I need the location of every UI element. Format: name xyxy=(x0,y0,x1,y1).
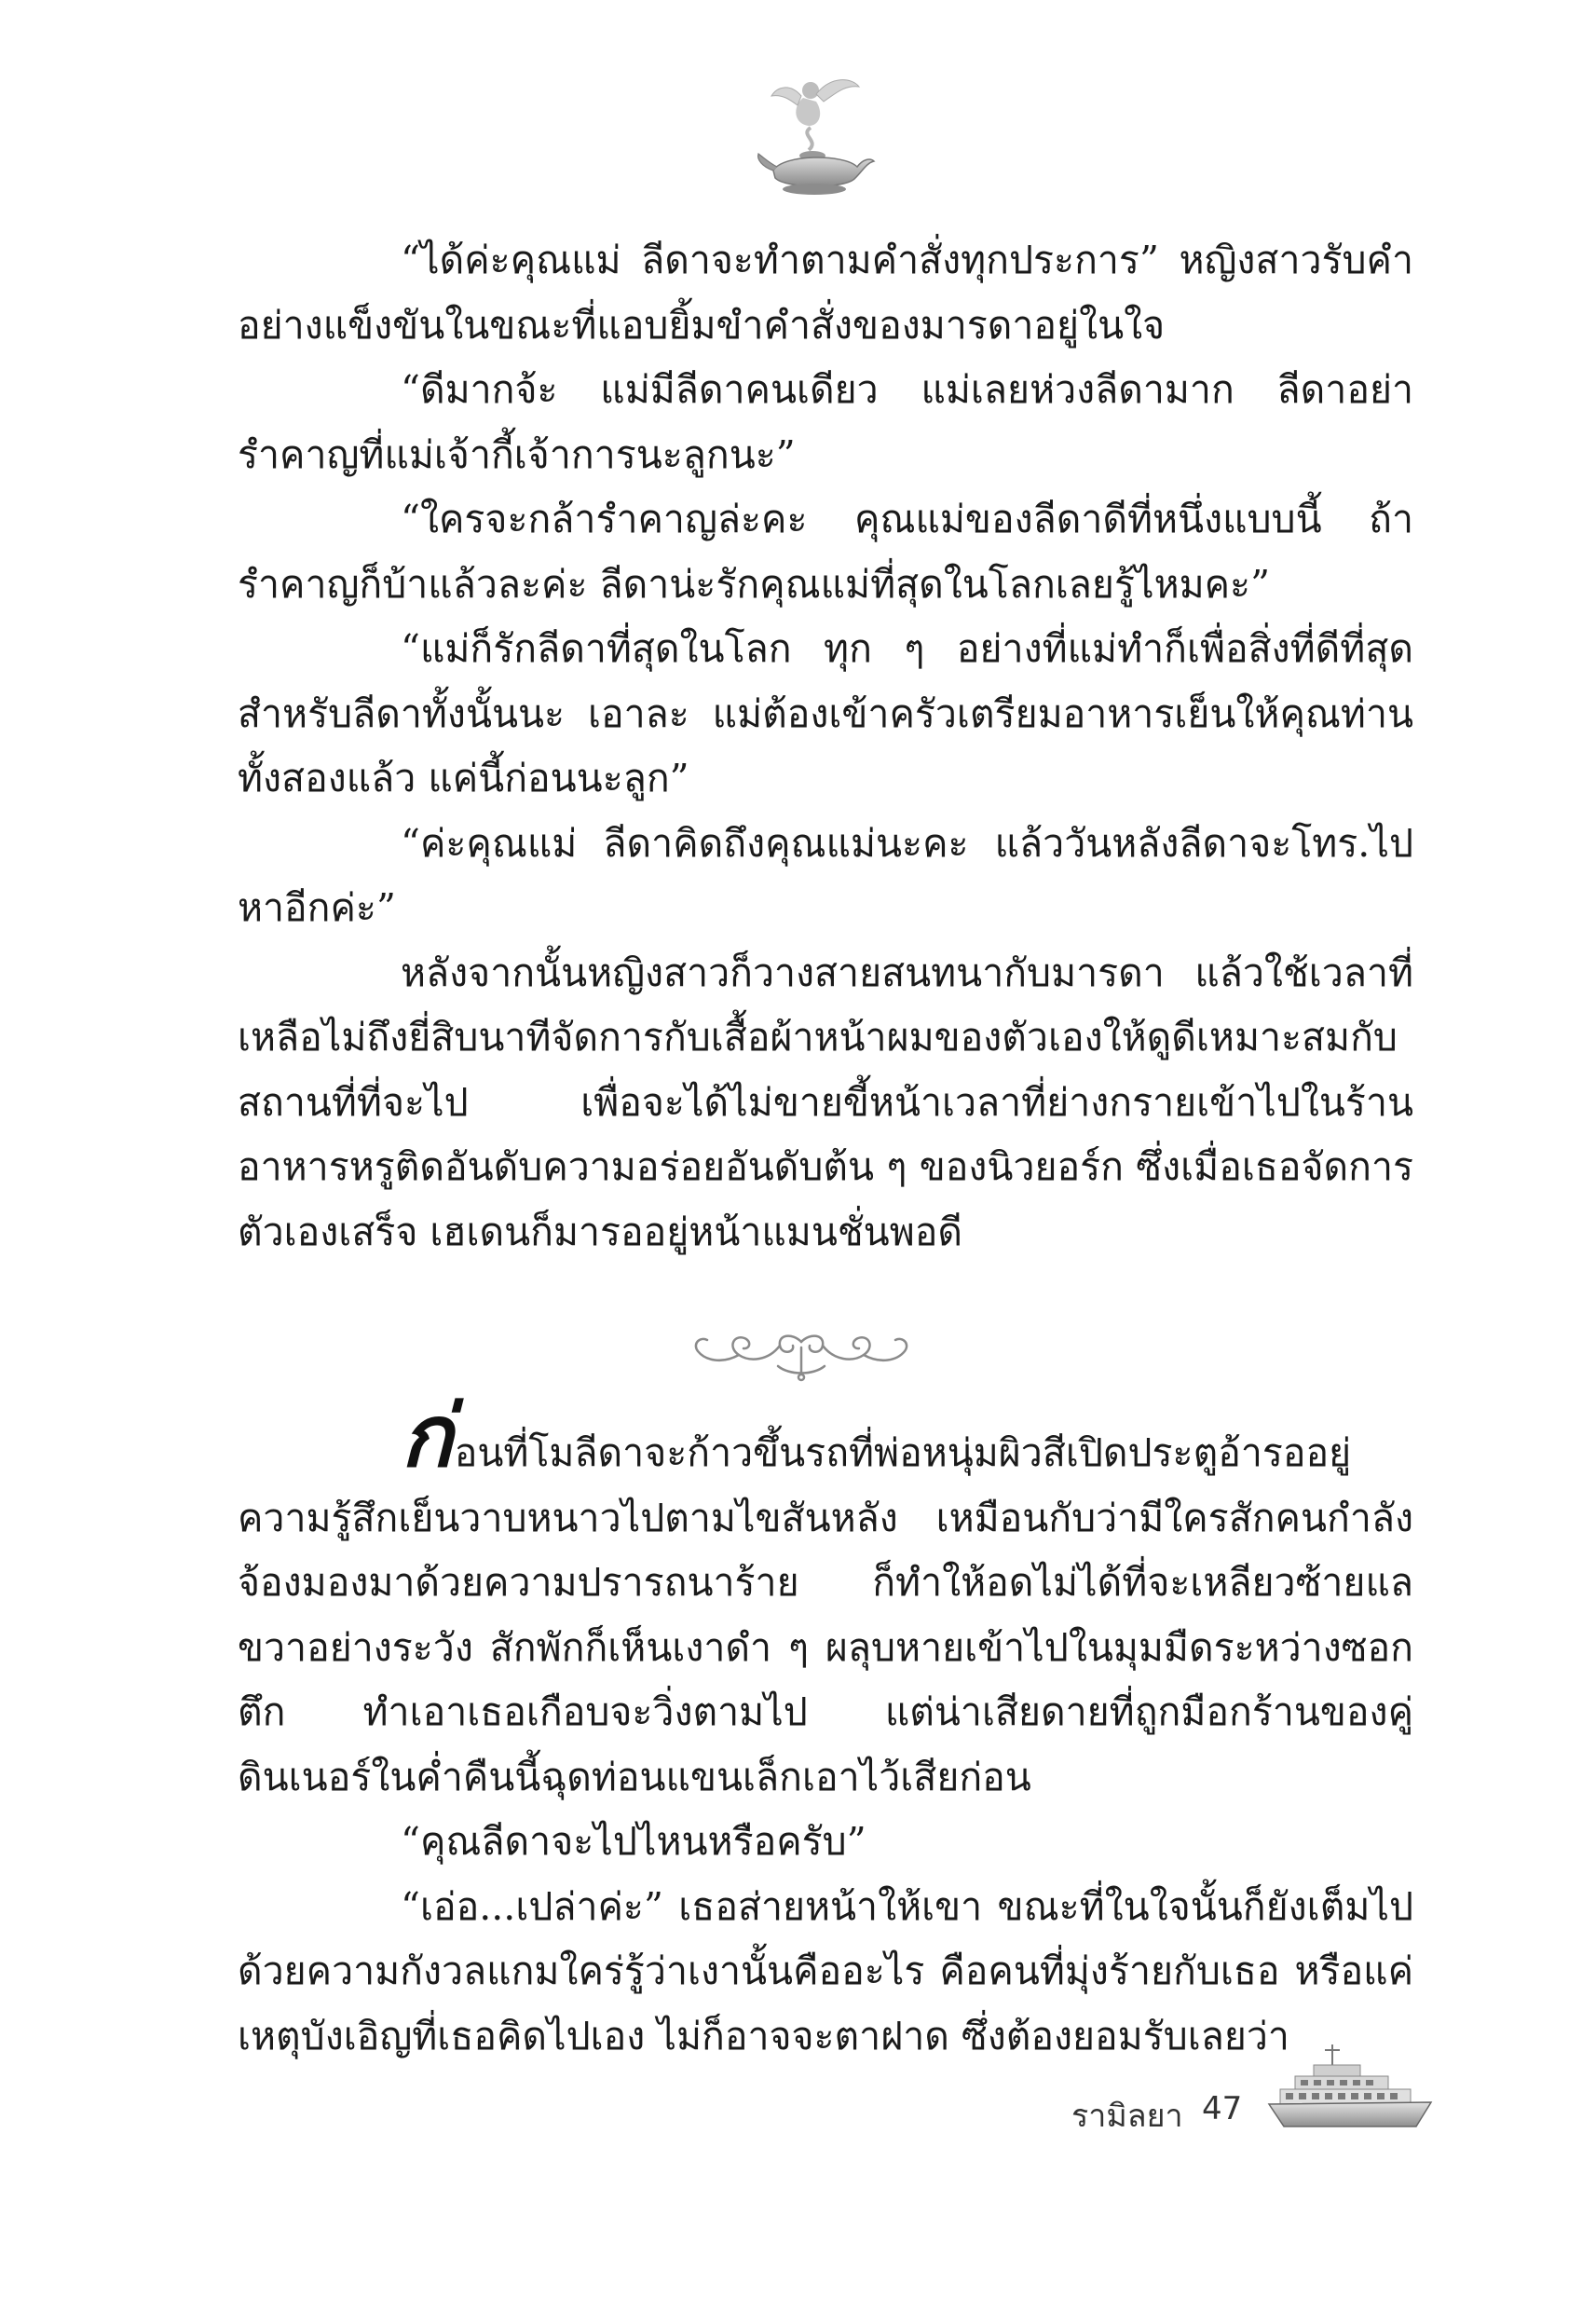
text-block-bottom xyxy=(238,1387,1413,2069)
dropcap-paragraph xyxy=(238,1387,1413,1810)
paragraph: “เอ่อ...เปล่าค่ะ” เธอส่ายหน้าให้เขา ขณะที่ในใจนั้นก็ยังเต็มไปด้วยความกังวลแกมใคร่รู้ว่าเงานั้นคืออะไร คือคนที่มุ่งร้ายกับเธอ หรือแค่เหตุบังเอิญที่เธอคิดไปเอง ไม่ก็อาจจะตาฝาด ซึ่งต้องยอมรับเลยว่า xyxy=(238,1883,1413,2058)
paragraph: “แม่ก็รักลีดาที่สุดในโลก ทุก ๆ อย่างที่แม่ทำก็เพื่อสิ่งที่ดีที่สุดสำหรับลีดาทั้งนั้นนะ เอาละ แม่ต้องเข้าครัวเตรียมอาหารเย็นให้คุณท่านทั้งสองแล้ว แค่นี้ก่อนนะลูก” xyxy=(238,626,1413,800)
dropcap-letter: ก่ xyxy=(401,1387,453,1486)
footer-page-number: 47 xyxy=(1202,2090,1243,2127)
text-block-top xyxy=(238,228,1413,1265)
paragraph: “ได้ค่ะคุณแม่ ลีดาจะทำตามคำสั่งทุกประการ” หญิงสาวรับคำอย่างแข็งขันในขณะที่แอบยิ้มขำคำสั่งของมารดาอยู่ในใจ xyxy=(238,238,1413,348)
paragraph: หลังจากนั้นหญิงสาวก็วางสายสนทนากับมารดา แล้วใช้เวลาที่เหลือไม่ถึงยี่สิบนาทีจัดการกับเสื้อผ้าหน้าผมของตัวเองให้ดูดีเหมาะสมกับสถานที่ที่จะไป เพื่อจะได้ไม่ขายขี้หน้าเวลาที่ย่างกรายเข้าไปในร้านอาหารหรูติดอันดับความอร่อยอันดับต้น ๆ ของนิวยอร์ก ซึ่งเมื่อเธอจัดการตัวเองเสร็จ เฮเดนก็มารออยู่หน้าแมนชั่นพอดี xyxy=(238,950,1413,1254)
ship-icon xyxy=(1267,2041,1435,2134)
paragraph: “คุณลีดาจะไปไหนหรือครับ” xyxy=(401,1819,866,1864)
footer-book-title: รามิลยา xyxy=(1071,2098,1183,2135)
dropcap-paragraph-text: อนที่โมลีดาจะก้าวขึ้นรถที่พ่อหนุ่มผิวสีเปิดประตูอ้ารออยู่ ความรู้สึกเย็นวาบหนาวไปตามไขสันหลัง เหมือนกับว่ามีใครสักคนกำลังจ้องมองมาด้วยความปรารถนาร้าย ก็ทำให้อดไม่ได้ที่จะเหลียวซ้ายแลขวาอย่างระวัง สักพักก็เห็นเงาดำ ๆ ผลุบหายเข้าไปในมุมมืดระหว่างซอกตึก ทำเอาเธอเกือบจะวิ่งตามไป แต่น่าเสียดายที่ถูกมือกร้านของคู่ดินเนอร์ในค่ำคืนนี้ฉุดท่อนแขนเล็กเอาไว้เสียก่อน xyxy=(238,1430,1413,1799)
paragraph: “ดีมากจ้ะ แม่มีลีดาคนเดียว แม่เลยห่วงลีดามาก ลีดาอย่ารำคาญที่แม่เจ้ากี้เจ้าการนะลูกนะ” xyxy=(238,367,1413,477)
scroll-divider-icon xyxy=(685,1323,918,1388)
lamp-ornament-icon xyxy=(755,70,876,200)
paragraph: “ใครจะกล้ารำคาญล่ะคะ คุณแม่ของลีดาดีที่หนึ่งแบบนี้ ถ้ารำคาญก็บ้าแล้วละค่ะ ลีดาน่ะรักคุณแม่ที่สุดในโลกเลยรู้ไหมคะ” xyxy=(238,497,1413,607)
paragraph: “ค่ะคุณแม่ ลีดาคิดถึงคุณแม่นะคะ แล้ววันหลังลีดาจะโทร.ไปหาอีกค่ะ” xyxy=(238,820,1413,930)
